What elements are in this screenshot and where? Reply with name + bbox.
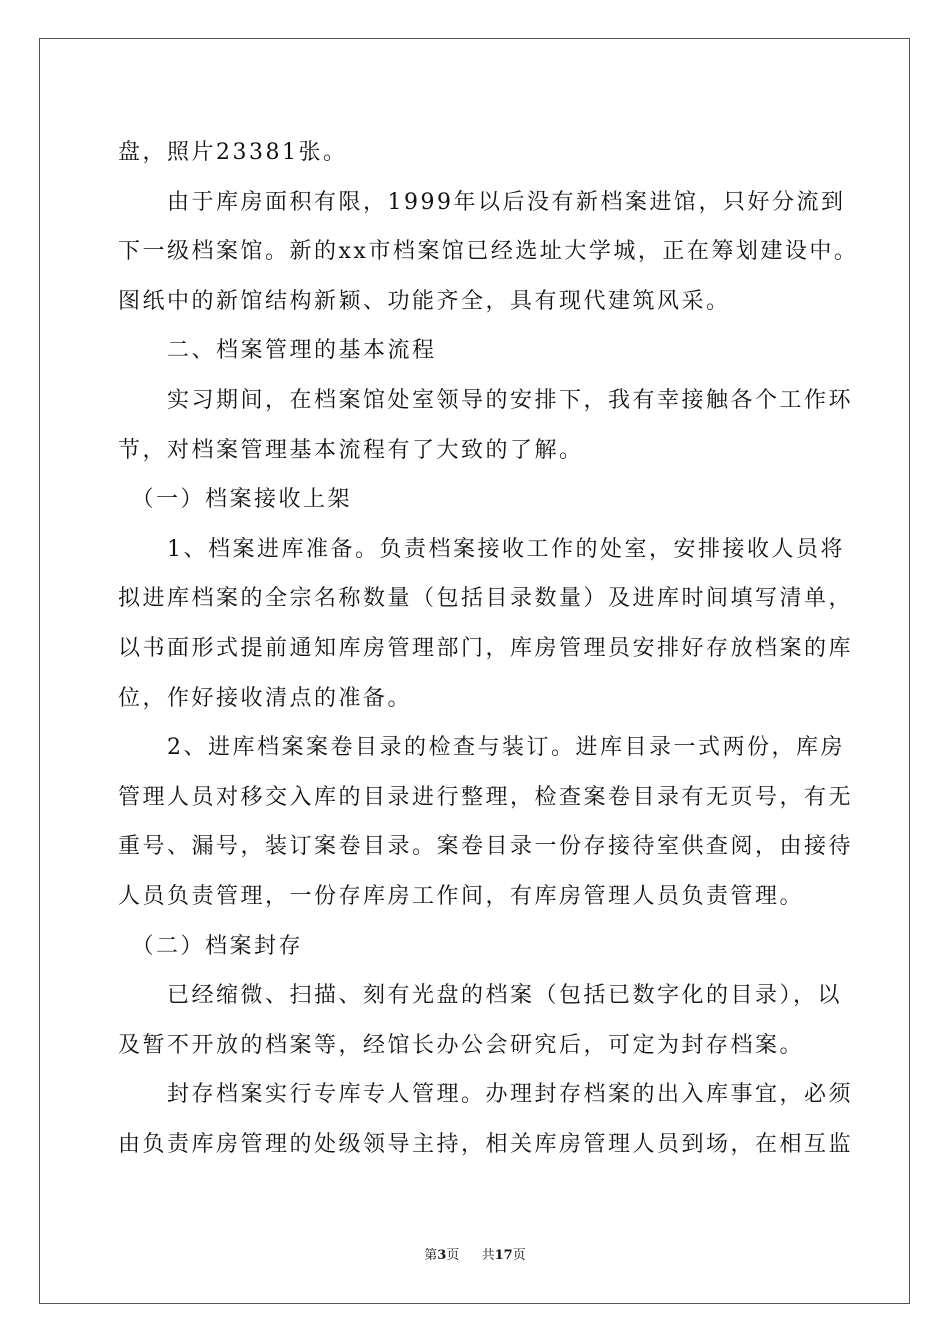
text-line: 已经缩微、扫描、刻有光盘的档案（包括已数字化的目录），以 xyxy=(118,983,843,1009)
total-prefix: 共 xyxy=(481,1248,495,1263)
text-line: 图纸中的新馆结构新颖、功能齐全，具有现代建筑风采。 xyxy=(118,288,731,314)
text-line: 1、档案进库准备。负责档案接收工作的处室，安排接收人员将 xyxy=(118,536,845,562)
text-line: 盘，照片23381张。 xyxy=(118,140,348,165)
text-line: 封存档案实行专库专人管理。办理封存档案的出入库事宜，必须 xyxy=(118,1082,854,1108)
total-pages-label xyxy=(482,1244,526,1263)
text-line: 管理人员对移交入库的目录进行整理，检查案卷目录有无页号，有无 xyxy=(118,784,854,810)
text-line: 重号、漏号，装订案卷目录。案卷目录一份存接待室供查阅，由接待 xyxy=(118,834,854,860)
text-line: 实习期间，在档案馆处室领导的安排下，我有幸接触各个工作环 xyxy=(118,387,854,413)
page-footer xyxy=(0,1244,950,1263)
section-heading: 二、档案管理的基本流程 xyxy=(118,338,437,364)
document-body xyxy=(118,128,859,1169)
text-line: 由负责库房管理的处级领导主持，相关库房管理人员到场，在相互监 xyxy=(118,1131,854,1157)
page-suffix: 页 xyxy=(446,1248,460,1263)
text-line: 下一级档案馆。新的xx市档案馆已经选址大学城，正在筹划建设中。 xyxy=(118,239,859,265)
total-pages: 17 xyxy=(494,1248,513,1263)
total-suffix: 页 xyxy=(512,1248,526,1263)
text-line: 节，对档案管理基本流程有了大致的了解。 xyxy=(118,437,584,463)
text-line: 及暂不开放的档案等，经馆长办公会研究后，可定为封存档案。 xyxy=(118,1032,805,1058)
text-line: 位，作好接收清点的准备。 xyxy=(118,685,413,711)
subsection-heading: （一）档案接收上架 xyxy=(118,487,353,513)
subsection-heading: （二）档案封存 xyxy=(118,933,304,959)
text-line: 2、进库档案案卷目录的检查与装订。进库目录一式两份，库房 xyxy=(118,735,845,761)
text-line: 以书面形式提前通知库房管理部门，库房管理员安排好存放档案的库 xyxy=(118,635,854,661)
text-line: 人员负责管理，一份存库房工作间，有库房管理人员负责管理。 xyxy=(118,883,805,909)
page-number: 3 xyxy=(437,1248,447,1263)
text-line: 拟进库档案的全宗名称数量（包括目录数量）及进库时间填写清单， xyxy=(118,586,854,612)
page-number-label xyxy=(424,1244,459,1263)
page-prefix: 第 xyxy=(424,1248,438,1263)
text-line: 由于库房面积有限，1999年以后没有新档案进馆，只好分流到 xyxy=(118,189,846,215)
